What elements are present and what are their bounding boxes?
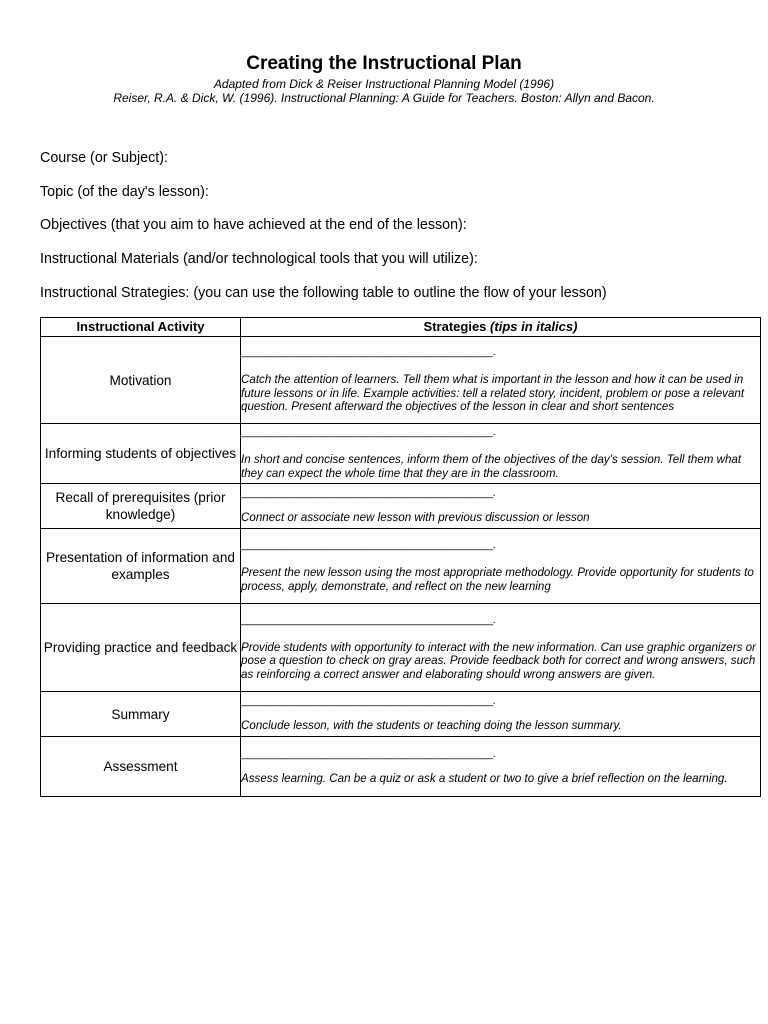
activity-cell: Providing practice and feedback [41,604,241,692]
strategy-blank-line: ____________________________________________. [241,487,496,500]
subtitle-adaptation: Adapted from Dick & Reiser Instructional Planning Model (1996) [213,77,555,91]
strategy-cell[interactable] [241,737,761,797]
strategies-field-label: Instructional Strategies: (you can use the following table to outline the flow of your lesson) [40,285,607,301]
course-field-label: Course (or Subject): [40,150,168,166]
strategy-blank-line: ____________________________________________. [241,426,496,439]
objectives-field-label: Objectives (that you aim to have achieved at the end of the lesson): [40,217,467,233]
strategy-blank-line: ____________________________________________. [241,613,496,626]
strategy-tip: Provide students with opportunity to interact with the new information. Can use graphic organizers or pose a question to check on gray areas. Provide feedback both for correct and wrong answers, such as reinforcing a correct answer and elaborating should wrong answers are given. [241,640,756,681]
strategy-cell[interactable] [241,529,761,604]
strategy-blank-line: ____________________________________________. [241,346,496,359]
table-row [41,484,761,529]
strategy-blank-line: ____________________________________________. [241,538,496,551]
strategy-blank-line: ____________________________________________. [241,695,496,708]
strategy-tip: Assess learning. Can be a quiz or ask a student or two to give a brief reflection on the learning. [241,771,728,785]
subtitle-citation: Reiser, R.A. & Dick, W. (1996). Instructional Planning: A Guide for Teachers. Boston: Allyn and Bacon. [113,91,655,105]
materials-field-label: Instructional Materials (and/or technological tools that you will utilize): [40,251,478,267]
page-title: Creating the Instructional Plan [246,53,522,74]
strategy-cell[interactable] [241,337,761,424]
strategy-tip: Conclude lesson, with the students or teaching doing the lesson summary. [241,719,622,733]
activity-cell: Assessment [41,737,241,797]
header-strategies-note: (tips in italics) [490,319,578,334]
activity-cell: Motivation [41,337,241,424]
activity-cell: Informing students of objectives [41,424,241,484]
strategy-cell[interactable] [241,484,761,529]
header-strategies-label: Strategies [423,319,487,334]
table-header-row [41,318,761,337]
strategy-tip: In short and concise sentences, inform them of the objectives of the day’s session. Tell them what they can expect the whole time that they are in the classroom. [241,453,742,480]
strategy-blank-line: ____________________________________________. [241,747,496,760]
strategy-tip: Present the new lesson using the most appropriate methodology. Provide opportunity for students to process, apply, demonstrate, and reflect on the new learning [241,565,754,593]
activity-cell: Recall of prerequisites (prior knowledge) [41,484,241,529]
table-row [41,692,761,737]
strategy-cell[interactable] [241,424,761,484]
table-row [41,529,761,604]
strategy-cell[interactable] [241,692,761,737]
table-row [41,337,761,424]
topic-field-label: Topic (of the day's lesson): [40,184,209,200]
instructional-plan-table [40,317,761,797]
strategy-tip: Catch the attention of learners. Tell them what is important in the lesson and how it can be used in future lessons or in life. Example activities: tell a related story, incident, problem or pose a relevant question. Present afterward the objectives of the lesson in clear and short sentences [241,373,745,414]
table-row [41,604,761,692]
activity-cell: Presentation of information and examples [41,529,241,604]
strategy-cell[interactable] [241,604,761,692]
table-row [41,424,761,484]
header-activity: Instructional Activity [41,318,241,337]
header-strategies [241,318,761,337]
activity-cell: Summary [41,692,241,737]
table-row [41,737,761,797]
strategy-tip: Connect or associate new lesson with previous discussion or lesson [241,511,590,525]
